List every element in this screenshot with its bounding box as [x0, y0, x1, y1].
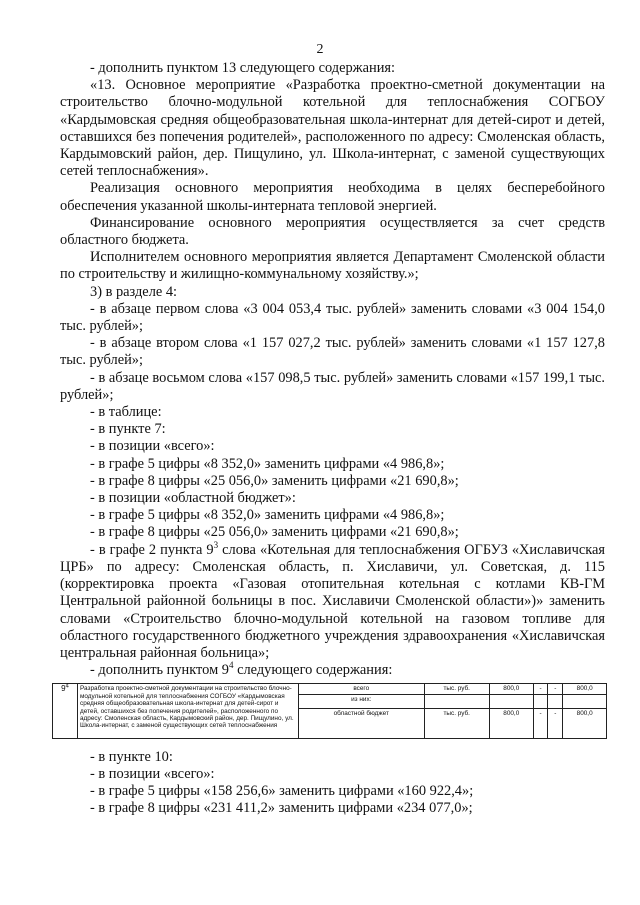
paragraph: - в абзаце восьмом слова «157 098,5 тыс. рублей» заменить словами «157 199,1 тыс. рублей»; — [60, 369, 605, 403]
paragraph: - в позиции «областной бюджет»: — [90, 490, 296, 507]
paragraph: - в таблице: — [90, 404, 162, 421]
page-number: 2 — [316, 42, 324, 57]
funding-source: из них: — [299, 694, 425, 708]
value-cell — [533, 694, 548, 708]
inserted-table — [52, 683, 607, 738]
value-cell: 800,0 — [489, 684, 533, 694]
text-run: следующего содержания: — [233, 662, 393, 679]
paragraph: - в графе 5 цифры «8 352,0» заменить цифрами «4 986,8»; — [90, 455, 445, 472]
paragraph: - в позиции «всего»: — [90, 438, 215, 455]
paragraph: - в пункте 10: — [90, 748, 173, 765]
paragraph — [60, 539, 605, 662]
text-run: - дополнить пунктом 9 — [90, 662, 229, 679]
text-run: - в графе 2 пункта 9 — [90, 541, 214, 558]
measure-name: Разработка проектно-сметной документации на строительство блочно-модульной котельной для теплоснабжения СОГБОУ «Кардымовская средняя общеобразовательная школа-интернат для детей-сирот и детей, оставшихся без попечения родителей», расположенного по адресу: Смоленская область, Кардымовский район, дер. Пищулино, ул. Школа-интернат, с заменой существующих сетей теплоснабжения — [78, 684, 299, 738]
funding-source: областной бюджет — [299, 708, 425, 738]
unit: тыс. руб. — [424, 684, 489, 694]
value-cell: - — [533, 684, 548, 694]
paragraph: 3) в разделе 4: — [90, 283, 178, 300]
unit: тыс. руб. — [424, 708, 489, 738]
paragraph: - в графе 5 цифры «8 352,0» заменить цифрами «4 986,8»; — [90, 507, 445, 524]
value-cell: 800,0 — [489, 708, 533, 738]
paragraph: - в графе 8 цифры «231 411,2» заменить цифрами «234 077,0»; — [90, 800, 473, 817]
paragraph: - в графе 5 цифры «158 256,6» заменить цифрами «160 922,4»; — [90, 783, 474, 800]
paragraph — [60, 662, 605, 679]
paragraph: Финансирование основного мероприятия осуществляется за счет средств областного бюджета. — [60, 214, 605, 249]
value-cell: - — [533, 708, 548, 738]
paragraph: - дополнить пунктом 13 следующего содержания: — [90, 60, 396, 76]
budget-table — [52, 683, 607, 738]
funding-source: всего — [299, 684, 425, 694]
superscript: 3 — [213, 539, 219, 550]
total-cell — [563, 694, 607, 708]
paragraph: - в графе 8 цифры «25 056,0» заменить цифрами «21 690,8»; — [90, 524, 459, 541]
total-cell: 800,0 — [563, 708, 607, 738]
paragraph: Исполнителем основного мероприятия является Департамент Смоленской области по строительству и жилищно-коммунальному хозяйству.»; — [60, 249, 605, 283]
paragraph: - в абзаце втором слова «1 157 027,2 тыс. рублей» заменить словами «1 157 127,8 тыс. рублей»; — [60, 335, 605, 369]
value-cell: - — [548, 684, 563, 694]
unit — [424, 694, 489, 708]
superscript: 4 — [228, 660, 234, 671]
paragraph: - в графе 8 цифры «25 056,0» заменить цифрами «21 690,8»; — [90, 472, 459, 489]
table-row — [53, 684, 607, 694]
document-body — [60, 60, 605, 818]
row-number: $9^4$ — [53, 684, 78, 738]
paragraph: - в позиции «всего»: — [90, 765, 215, 782]
total-cell: 800,0 — [563, 684, 607, 694]
value-cell — [548, 694, 563, 708]
paragraph: «13. Основное мероприятие «Разработка проектно-сметной документации на строительство блочно-модульной котельной для теплоснабжения СОГБОУ «Кардымовская средняя общеобразовательная школа-интернат для детей-сирот и детей, оставшихся без попечения родителей», расположенного по адресу: Смоленская область, Кардымовский район, дер. Пищулино, ул. Школа-интернат, с заменой существующих сетей теплоснабжения». — [60, 77, 605, 180]
paragraph: - в пункте 7: — [90, 421, 166, 438]
text-run: слова «Котельная для теплоснабжения ОГБУЗ «Хиславичская ЦРБ» по адресу: Смоленская область, п. Хиславичи, ул. Советская, д. 115 (корректировка проекта «Газовая отопительная котельная с котлами КВ-ГМ Центральной районной больницы в пос. Хиславичи Смоленской области»)» заменить словами «Строительство блочно-модульной котельной на газовом топливе для областного государственного бюджетного учреждения здравоохранения «Хиславичская центральная районная больница»; — [60, 541, 605, 661]
value-cell: - — [548, 708, 563, 738]
value-cell — [489, 694, 533, 708]
paragraph: - в абзаце первом слова «3 004 053,4 тыс. рублей» заменить словами «3 004 154,0 тыс. рублей»; — [60, 300, 605, 335]
paragraph: Реализация основного мероприятия необходима в целях бесперебойного обеспечения указанной школы-интерната тепловой энергией. — [60, 180, 605, 214]
